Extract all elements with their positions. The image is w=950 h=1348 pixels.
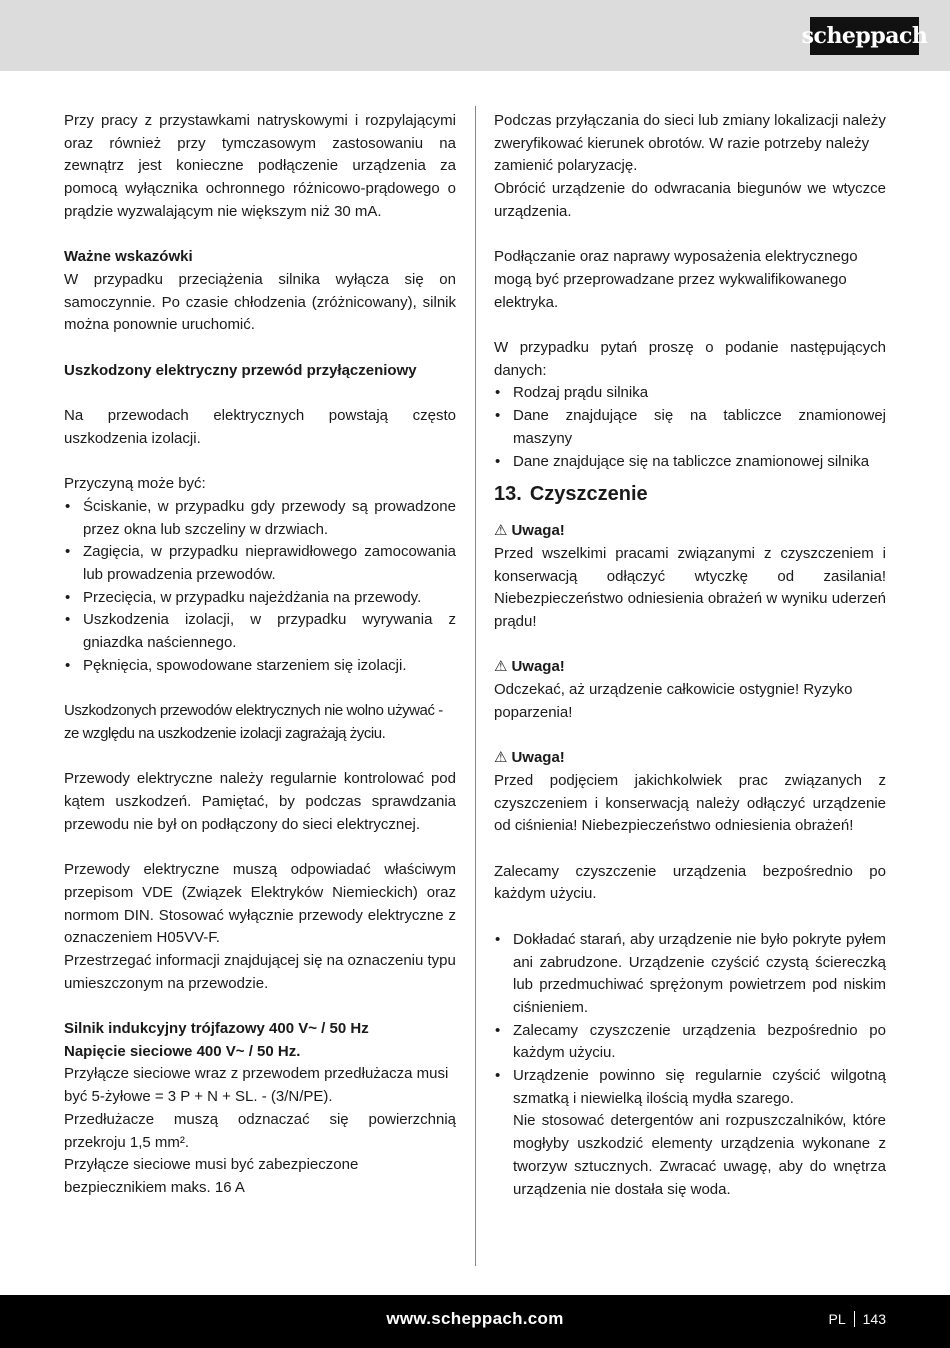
list-item: • Dane znajdujące się na tabliczce znamionowej maszyny <box>494 405 886 450</box>
no-use-warning: Uszkodzonych przewodów elektrycznych nie wolno używać - ze względu na uszkodzenie izolacji zagrażają życiu. <box>64 702 443 742</box>
inspection-paragraph: Przewody elektryczne należy regularnie kontrolować pod kątem uszkodzeń. Pamiętać, by podczas sprawdzania przewodu nie był on podłączony do sieci elektrycznej. <box>64 770 456 833</box>
questions-intro: W przypadku pytań proszę o podanie następujących danych: <box>494 339 886 379</box>
important-text: W przypadku przeciążenia silnika wyłącza się on samoczynnie. Po czasie chłodzenia (zróżnicowany), silnik można ponownie uruchomić. <box>64 270 456 334</box>
list-item: • Przecięcia, w przypadku najeżdżania na przewody. <box>64 587 456 610</box>
warning-icon: ⚠ <box>494 658 508 676</box>
warning-icon: ⚠ <box>494 522 508 540</box>
flip-paragraph: Obrócić urządzenie do odwracania biegunów we wtyczce urządzenia. <box>494 180 886 220</box>
warning-heading-1: ⚠ Uwaga! <box>494 522 565 540</box>
list-item: • Urządzenie powinno się regularnie czyścić wilgotną szmatką i niewielką ilością mydła szarego. <box>494 1065 886 1110</box>
column-divider <box>475 106 476 1266</box>
list-item: • Dane znajdujące się na tabliczce znamionowej silnika <box>494 451 886 474</box>
connection-paragraph: Przyłącze sieciowe wraz z przewodem przedłużacza musi być 5-żyłowe = 3 P + N + SL. - (3/N/PE). <box>64 1065 449 1106</box>
detergent-note: Nie stosować detergentów ani rozpuszczalników, które mogłyby uszkodzić elementy urządzenia wykonane z tworzyw sztucznych. Zwracać uwagę, aby do wnętrza urządzenia nie dostała się woda. <box>513 1112 886 1198</box>
causes-list <box>64 496 456 678</box>
warning-text-2: Odczekać, aż urządzenie całkowicie ostygnie! Ryzyko poparzenia! <box>494 681 853 721</box>
page-separator <box>854 1311 855 1327</box>
list-item: • Ściskanie, w przypadku gdy przewody są prowadzone przez okna lub szczeliny w drzwiach. <box>64 496 456 541</box>
list-item: • Pęknięcia, spowodowane starzeniem się izolacji. <box>64 655 456 678</box>
qualified-paragraph: Podłączanie oraz naprawy wyposażenia elektrycznego mogą być przeprowadzane przez wykwalifikowanego elektryka. <box>494 248 858 311</box>
language-code: PL <box>828 1311 846 1327</box>
warning-text-3: Przed podjęciem jakichkolwiek prac związanych z czyszczeniem i konserwacją należy odłączyć urządzenie od ciśnienia! Niebezpieczeństwo odniesienia obrażeń! <box>494 771 886 835</box>
recommend-paragraph: Zalecamy czyszczenie urządzenia bezpośrednio po każdym użyciu. <box>494 862 886 903</box>
warning-heading-2: ⚠ Uwaga! <box>494 658 565 676</box>
warning-icon: ⚠ <box>494 749 508 767</box>
footer-bar <box>0 1295 950 1348</box>
rotation-paragraph: Podczas przyłączania do sieci lub zmiany lokalizacji należy zweryfikować kierunek obrotów. W razie potrzeby należy zamienić polaryzację. <box>494 112 886 175</box>
voltage-heading: Napięcie sieciowe 400 V~ / 50 Hz. <box>64 1042 301 1060</box>
website-link[interactable]: www.scheppach.com <box>386 1309 564 1328</box>
extension-paragraph: Przedłużacze muszą odznaczać się powierzchnią przekroju 1,5 mm². <box>64 1110 456 1151</box>
questions-list <box>494 382 886 473</box>
list-item: • Uszkodzenia izolacji, w przypadku wyrywania z gniazdka naściennego. <box>64 609 456 654</box>
page-indicator <box>829 1311 886 1327</box>
damaged-cable-heading: Uszkodzony elektryczny przewód przyłączeniowy <box>64 361 417 379</box>
causes-intro: Przyczyną może być: <box>64 475 206 493</box>
intro-paragraph: Przy pracy z przystawkami natryskowymi i rozpylającymi oraz również przy tymczasowym zastosowaniu na zewnątrz jest konieczne podłączenie urządzenia za pomocą wyłącznika ochronnego różnicowo-prądowego o prądzie wyzwalającym nie większym niż 30 mA. <box>64 112 456 220</box>
right-column <box>494 110 886 1201</box>
important-heading: Ważne wskazówki <box>64 248 193 266</box>
damaged-cable-text: Na przewodach elektrycznych powstają często uszkodzenia izolacji. <box>64 407 456 447</box>
cleaning-list <box>494 929 886 1111</box>
page-number: 143 <box>862 1311 886 1327</box>
list-item: • Zalecamy czyszczenie urządzenia bezpośrednio po każdym użyciu. <box>494 1020 886 1065</box>
section-title: Czyszczenie <box>529 483 648 506</box>
vde-paragraph: Przewody elektryczne muszą odpowiadać właściwym przepisom VDE (Związek Elektryków Niemieckich) oraz normom DIN. Stosować wyłącznie przewody elektryczne z oznaczeniem H05VV-F. <box>64 861 456 947</box>
warning-text-1: Przed wszelkimi pracami związanymi z czyszczeniem i konserwacją odłączyć wtyczkę od zasilania! Niebezpieczeństwo odniesienia obrażeń w wyniku uderzeń prądu! <box>494 544 886 631</box>
marking-paragraph: Przestrzegać informacji znajdującej się na oznaczeniu typu umieszczonym na przewodzie. <box>64 951 456 992</box>
list-item: • Zagięcia, w przypadku nieprawidłowego zamocowania lub prowadzenia przewodów. <box>64 541 456 586</box>
warning-heading-3: ⚠ Uwaga! <box>494 749 565 767</box>
motor-heading: Silnik indukcyjny trójfazowy 400 V~ / 50 Hz <box>64 1020 369 1037</box>
left-column <box>64 110 456 1200</box>
section-number: 13. <box>494 483 522 506</box>
list-item: • Dokładać starań, aby urządzenie nie było pokryte pyłem ani zabrudzone. Urządzenie czyścić czystą ściereczką lub przedmuchiwać sprężonym powietrzem pod niskim ciśnieniem. <box>494 929 886 1020</box>
fuse-paragraph: Przyłącze sieciowe musi być zabezpieczone bezpiecznikiem maks. 16 A <box>64 1156 359 1196</box>
list-item: • Rodzaj prądu silnika <box>494 382 886 405</box>
brand-logo: scheppach <box>810 17 919 55</box>
section-heading <box>494 481 886 507</box>
